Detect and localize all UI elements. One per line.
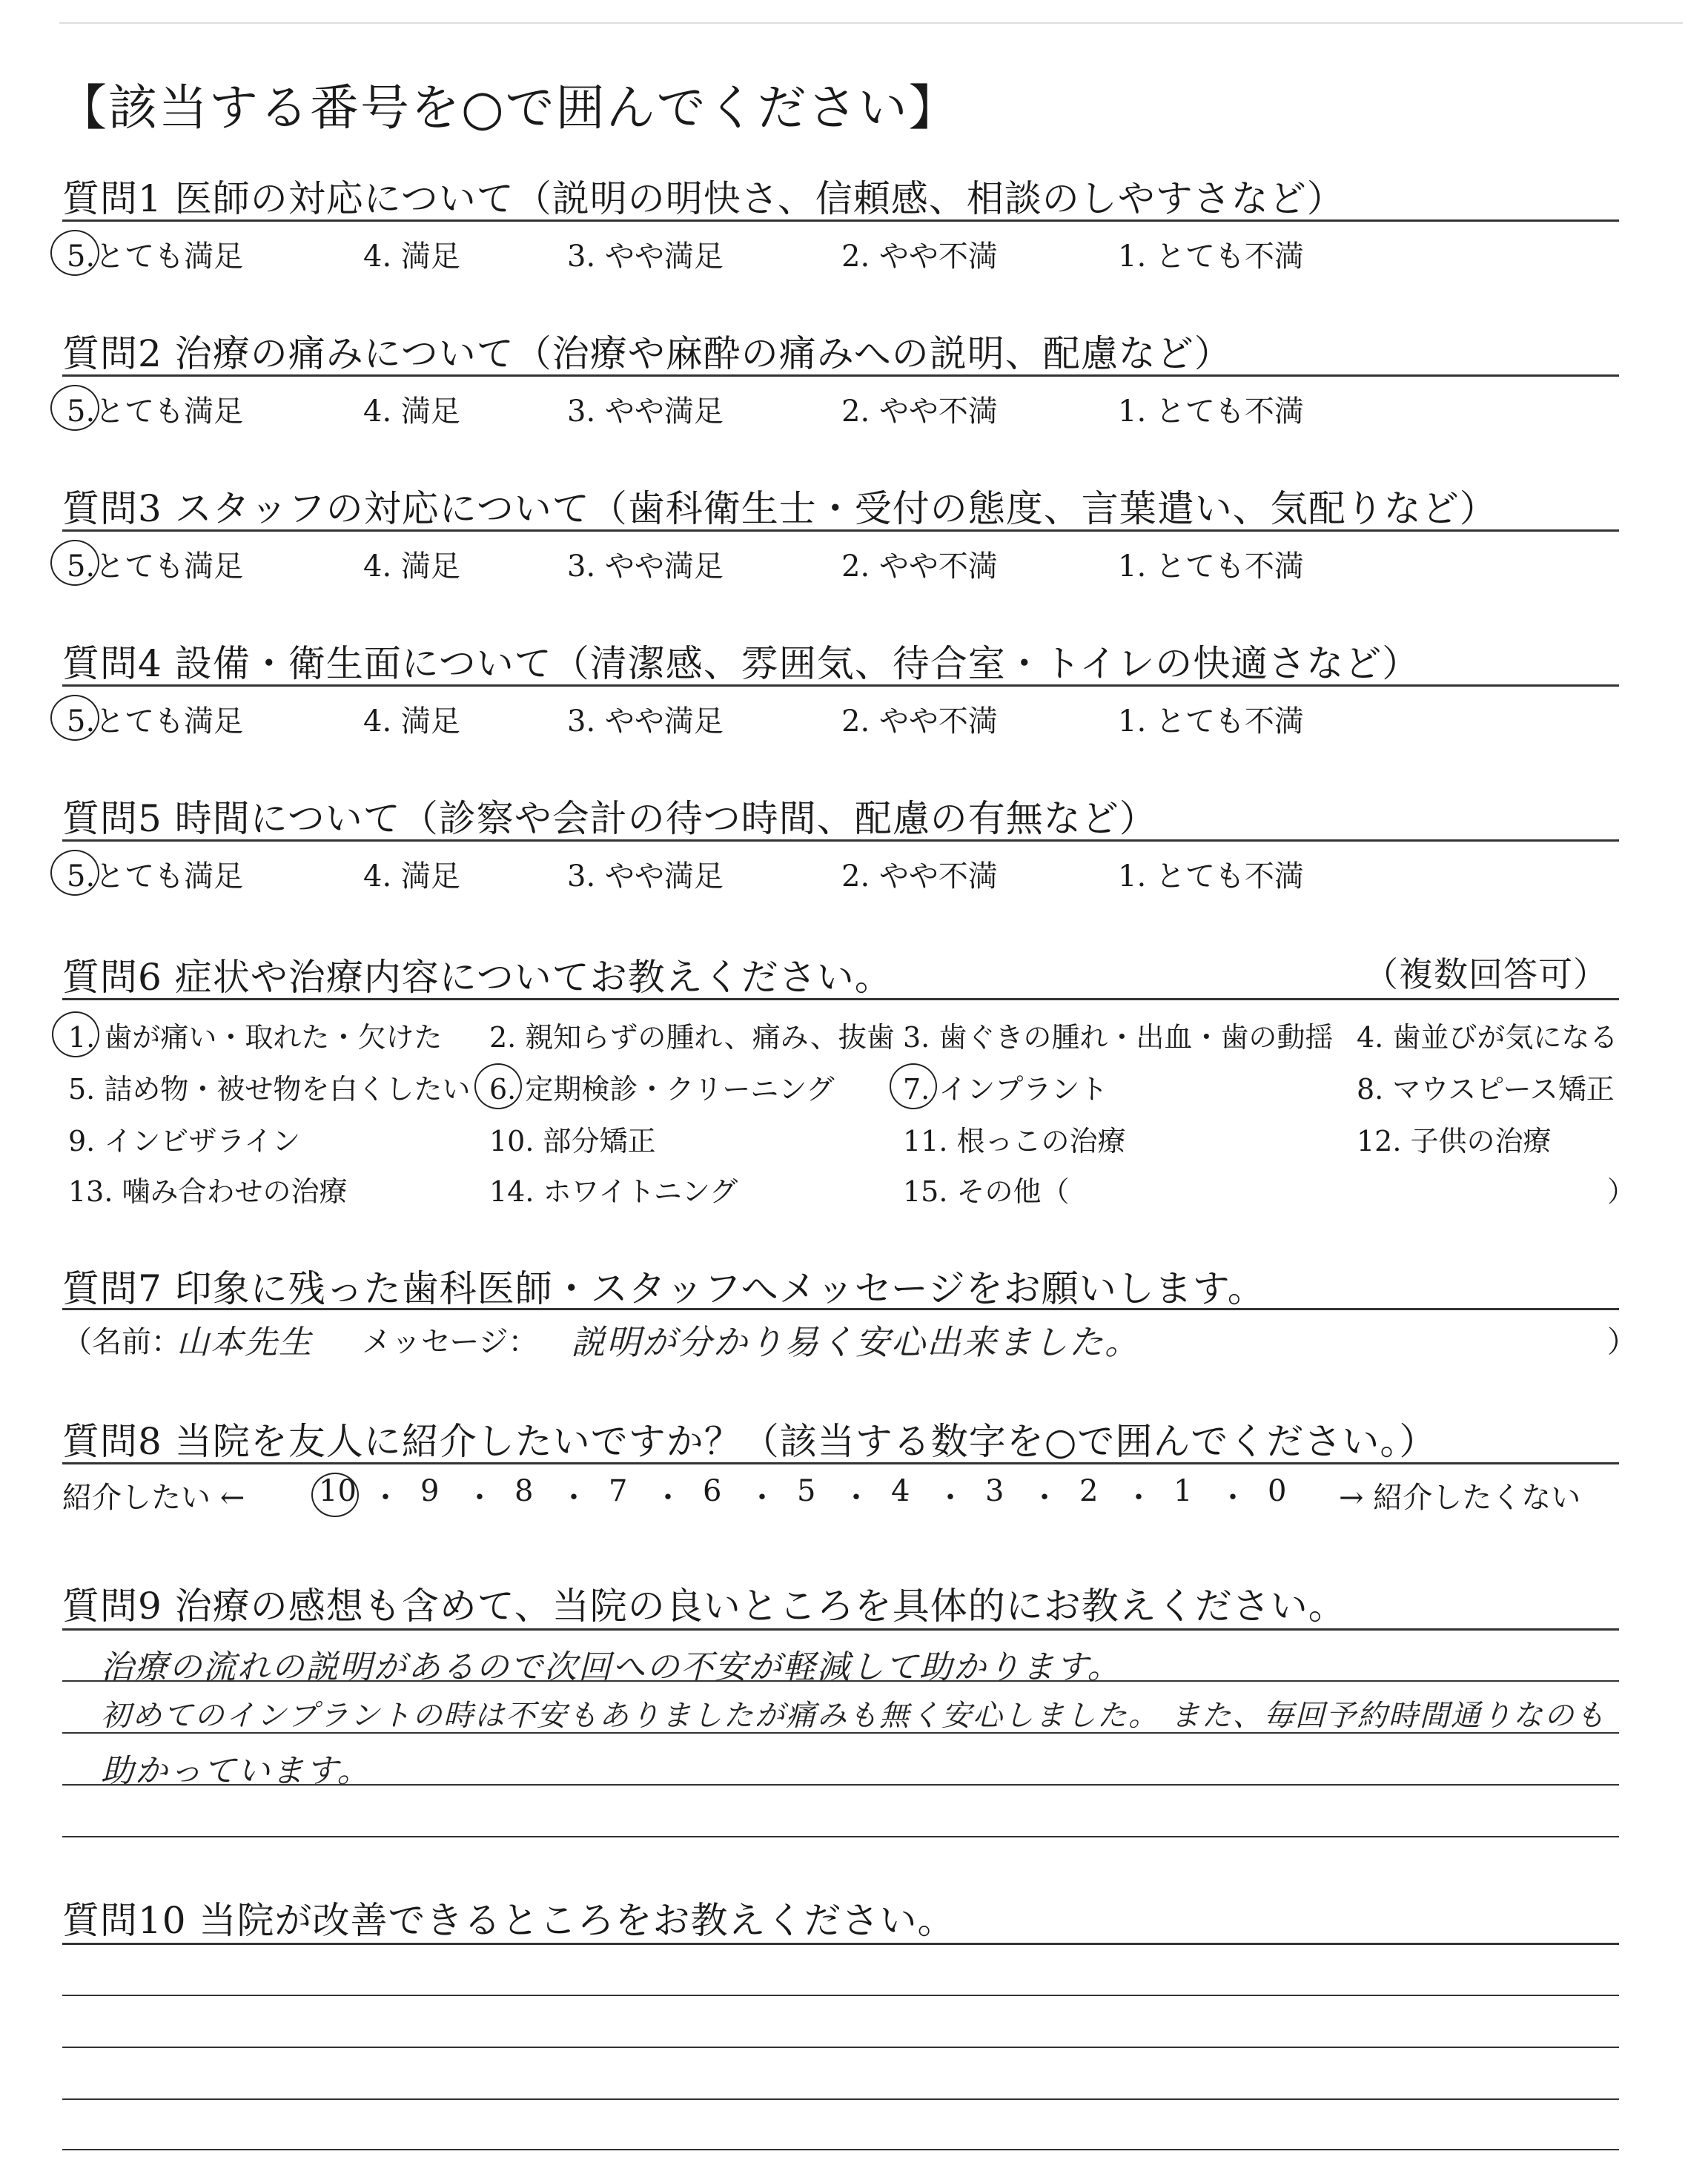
q10-rule-0 <box>62 1943 1619 1945</box>
q7-name-value[interactable]: 山本先生 <box>176 1324 313 1361</box>
q9-rule-4 <box>62 1836 1619 1837</box>
q8-scale-3[interactable]: 3 <box>985 1474 1004 1508</box>
q1-selected-circle[interactable] <box>50 230 99 276</box>
q9-rule-0 <box>62 1628 1619 1631</box>
q8-scale-separator: ・ <box>559 1481 589 1515</box>
q4-option-1[interactable]: 1. とても不満 <box>1118 704 1304 739</box>
q8-scale-4[interactable]: 4 <box>891 1474 910 1508</box>
q3-option-4[interactable]: 4. 満足 <box>363 549 460 584</box>
q7-rule <box>62 1308 1619 1310</box>
q8-left-label: 紹介したい ← <box>62 1481 245 1515</box>
q6-option-11[interactable]: 11. 根っこの治療 <box>903 1125 1126 1157</box>
q2-selected-circle[interactable] <box>50 385 99 431</box>
q2-option-2[interactable]: 2. やや不満 <box>841 394 998 429</box>
q10-rule-4 <box>62 2149 1619 2150</box>
q5-option-1[interactable]: 1. とても不満 <box>1118 859 1304 894</box>
q8-scale-5[interactable]: 5 <box>797 1474 816 1508</box>
q3-option-3[interactable]: 3. やや満足 <box>567 549 724 584</box>
q8-scale-separator: ・ <box>936 1481 965 1515</box>
q6-option-4[interactable]: 4. 歯並びが気になる <box>1357 1021 1618 1054</box>
q4-heading: 質問4 設備・衛生面について（清潔感、雰囲気、待合室・トイレの快適さなど） <box>62 642 1420 685</box>
q8-scale-separator: ・ <box>1124 1481 1153 1515</box>
q5-option-5[interactable]: 5.とても満足 <box>67 859 244 894</box>
q1-option-4[interactable]: 4. 満足 <box>363 240 460 274</box>
q10-rule-3 <box>62 2098 1619 2100</box>
q7-close-paren: ） <box>1607 1325 1637 1359</box>
q9-line-2[interactable]: 初めてのインプラントの時は不安もありましたが痛みも無く安心しました。 また、毎回予約時間通りなのも <box>101 1699 1606 1733</box>
q6-option-15[interactable]: 15. その他（ <box>903 1175 1070 1208</box>
q8-scale-separator: ・ <box>1218 1481 1248 1515</box>
q8-scale-9[interactable]: 9 <box>420 1474 440 1508</box>
q10-heading: 質問10 当院が改善できるところをお教えください。 <box>62 1899 956 1942</box>
q1-option-5[interactable]: 5.とても満足 <box>67 240 244 274</box>
q6-option-5[interactable]: 5. 詰め物・被せ物を白くしたい <box>68 1073 471 1106</box>
q4-rule <box>62 684 1619 687</box>
q8-scale-1[interactable]: 1 <box>1174 1474 1193 1508</box>
q2-option-3[interactable]: 3. やや満足 <box>567 394 724 429</box>
q7-message-label: メッセージ： <box>362 1325 538 1359</box>
q4-option-2[interactable]: 2. やや不満 <box>841 704 998 739</box>
q8-scale-7[interactable]: 7 <box>609 1474 628 1508</box>
q4-option-3[interactable]: 3. やや満足 <box>567 704 724 739</box>
q9-heading: 質問9 治療の感想も含めて、当院の良いところを具体的にお教えください。 <box>62 1585 1346 1628</box>
q8-scale-separator: ・ <box>371 1481 400 1515</box>
q3-rule <box>62 529 1619 532</box>
q8-selected-circle[interactable] <box>311 1473 359 1517</box>
q7-message-value[interactable]: 説明が分かり易く安心出来ました。 <box>571 1322 1140 1362</box>
q3-selected-circle[interactable] <box>50 540 99 586</box>
q8-scale-10[interactable]: 10 <box>319 1474 357 1508</box>
top-edge <box>59 22 1683 24</box>
q3-option-1[interactable]: 1. とても不満 <box>1118 549 1304 584</box>
q8-scale-0[interactable]: 0 <box>1268 1474 1287 1508</box>
q8-rule <box>62 1462 1619 1464</box>
q8-scale-2[interactable]: 2 <box>1079 1474 1099 1508</box>
q6-note: （複数回答可） <box>1364 954 1608 994</box>
q6-option-8[interactable]: 8. マウスピース矯正 <box>1357 1073 1615 1106</box>
q6-selected-circle-1[interactable] <box>52 1011 99 1057</box>
q8-scale-separator: ・ <box>747 1481 777 1515</box>
q8-scale-separator: ・ <box>653 1481 683 1515</box>
q10-rule-2 <box>62 2047 1619 2048</box>
q8-heading: 質問8 当院を友人に紹介したいですか？（該当する数字を○で囲んでください。） <box>62 1420 1437 1463</box>
q3-heading: 質問3 スタッフの対応について（歯科衛生士・受付の態度、言葉遣い、気配りなど） <box>62 487 1497 530</box>
q6-option-14[interactable]: 14. ホワイトニング <box>489 1175 738 1208</box>
q6-option-12[interactable]: 12. 子供の治療 <box>1357 1125 1552 1157</box>
q7-heading: 質問7 印象に残った歯科医師・スタッフへメッセージをお願いします。 <box>62 1267 1265 1310</box>
q2-option-1[interactable]: 1. とても不満 <box>1118 394 1304 429</box>
q6-option-7[interactable]: 7. インプラント <box>903 1073 1108 1106</box>
q6-option-13[interactable]: 13. 噛み合わせの治療 <box>68 1175 348 1208</box>
q8-scale-separator: ・ <box>465 1481 494 1515</box>
q5-option-3[interactable]: 3. やや満足 <box>567 859 724 894</box>
q2-heading: 質問2 治療の痛みについて（治療や麻酔の痛みへの説明、配慮など） <box>62 332 1232 375</box>
q9-line-1[interactable]: 治療の流れの説明があるので次回への不安が軽減して助かります。 <box>101 1648 1122 1686</box>
q6-close-paren: ） <box>1607 1175 1636 1208</box>
q7-name-label: （名前： <box>62 1325 181 1359</box>
q5-selected-circle[interactable] <box>50 850 99 896</box>
q1-heading: 質問1 医師の対応について（説明の明快さ、信頼感、相談のしやすさなど） <box>62 177 1345 220</box>
q6-selected-circle-7[interactable] <box>890 1063 937 1109</box>
q1-option-1[interactable]: 1. とても不満 <box>1118 240 1304 274</box>
q5-heading: 質問5 時間について（診察や会計の待つ時間、配慮の有無など） <box>62 797 1157 840</box>
q4-option-4[interactable]: 4. 満足 <box>363 704 460 739</box>
q6-heading: 質問6 症状や治療内容についてお教えください。 <box>62 956 893 999</box>
q5-rule <box>62 839 1619 842</box>
q4-selected-circle[interactable] <box>50 695 99 741</box>
q8-scale-8[interactable]: 8 <box>514 1474 534 1508</box>
q8-scale-6[interactable]: 6 <box>703 1474 722 1508</box>
q9-line-3[interactable]: 助かっています。 <box>101 1752 371 1790</box>
page-title: 【該当する番号を○で囲んでください】 <box>58 79 959 136</box>
q3-option-5[interactable]: 5.とても満足 <box>67 549 244 584</box>
q6-option-2[interactable]: 2. 親知らずの腫れ、痛み、抜歯 <box>489 1021 895 1054</box>
q6-selected-circle-6[interactable] <box>474 1063 522 1109</box>
q1-option-3[interactable]: 3. やや満足 <box>567 240 724 274</box>
q5-option-2[interactable]: 2. やや不満 <box>841 859 998 894</box>
q4-option-5[interactable]: 5.とても満足 <box>67 704 244 739</box>
q6-option-10[interactable]: 10. 部分矯正 <box>489 1125 656 1157</box>
q8-scale-separator: ・ <box>1030 1481 1059 1515</box>
q6-option-9[interactable]: 9. インビザライン <box>68 1125 301 1157</box>
q2-option-5[interactable]: 5.とても満足 <box>67 394 244 429</box>
q2-option-4[interactable]: 4. 満足 <box>363 394 460 429</box>
q6-option-3[interactable]: 3. 歯ぐきの腫れ・出血・歯の動揺 <box>903 1021 1334 1054</box>
q1-option-2[interactable]: 2. やや不満 <box>841 240 998 274</box>
q1-rule <box>62 219 1619 222</box>
q5-option-4[interactable]: 4. 満足 <box>363 859 460 894</box>
q6-rule <box>62 998 1619 1000</box>
q10-rule-1 <box>62 1995 1619 1996</box>
q6-option-6[interactable]: 6. 定期検診・クリーニング <box>489 1073 835 1106</box>
q6-option-1[interactable]: 1. 歯が痛い・取れた・欠けた <box>68 1021 443 1054</box>
q3-option-2[interactable]: 2. やや不満 <box>841 549 998 584</box>
q2-rule <box>62 374 1619 377</box>
q8-scale-separator: ・ <box>841 1481 871 1515</box>
q8-right-label: → 紹介したくない <box>1339 1481 1581 1515</box>
